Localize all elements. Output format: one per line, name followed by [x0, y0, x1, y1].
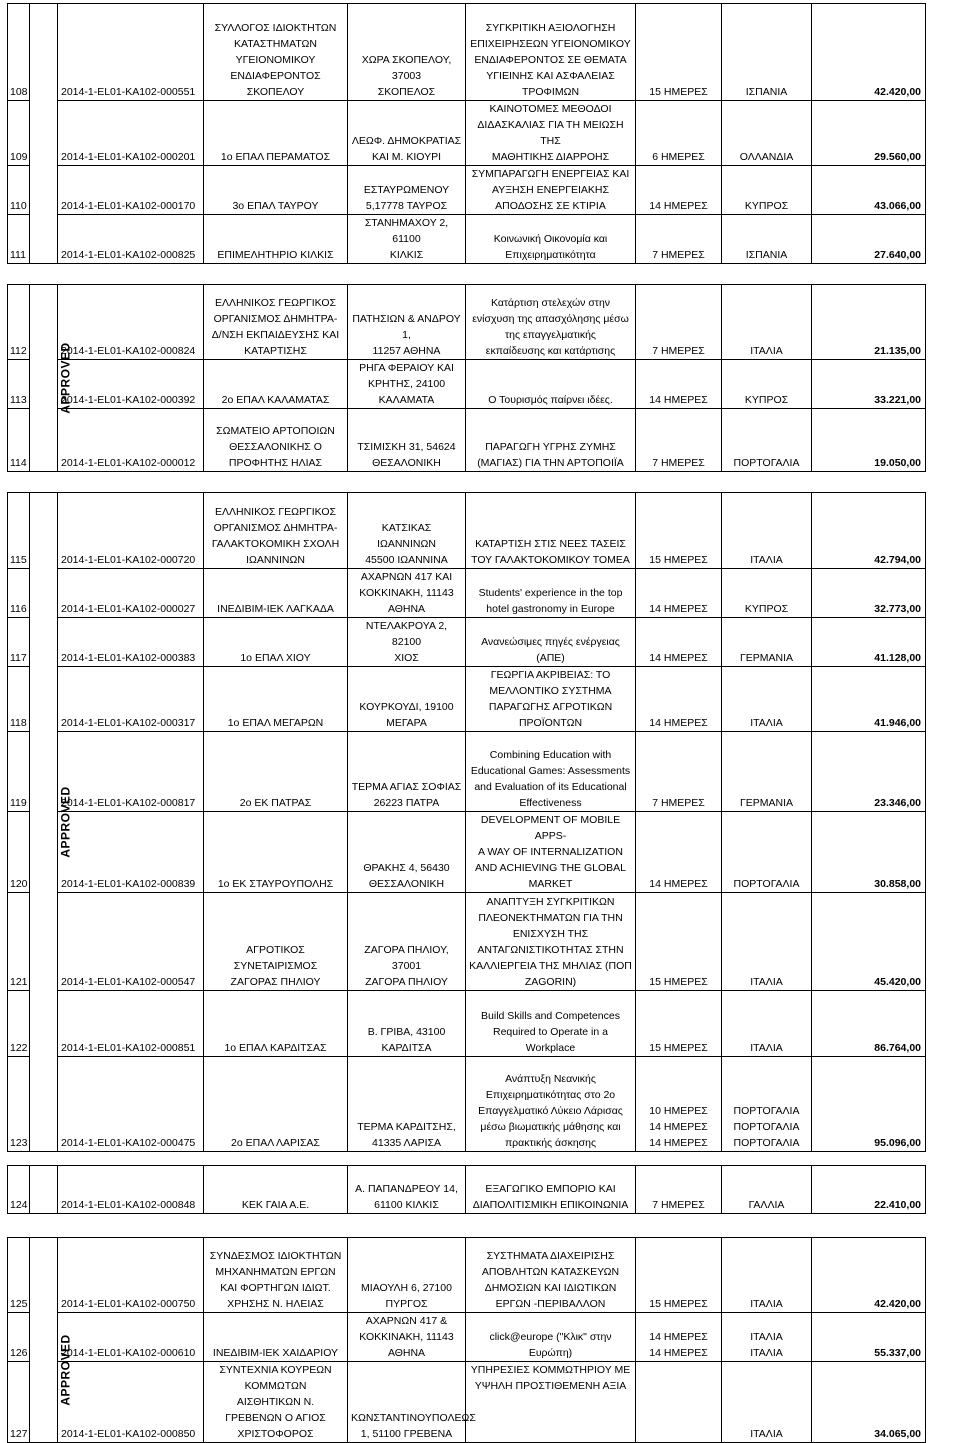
amount: 19.050,00: [812, 409, 926, 472]
address: ΧΩΡΑ ΣΚΟΠΕΛΟΥ, 37003 ΣΚΟΠΕΛΟΣ: [348, 4, 466, 101]
group-separator: [8, 264, 926, 285]
status-cell-3: [30, 493, 73, 1152]
project-title: ΚΑΤΑΡΤΙΣΗ ΣΤΙΣ ΝΕΕΣ ΤΑΣΕΙΣ ΤΟΥ ΓΑΛΑΚΤΟΚΟΜΙΚΟΥ ΤΟΜΕΑ: [466, 493, 636, 569]
duration: 7 ΗΜΕΡΕΣ: [636, 409, 722, 472]
address: ΖΑΓΟΡΑ ΠΗΛΙΟΥ, 37001 ΖΑΓΟΡΑ ΠΗΛΙΟΥ: [348, 893, 466, 991]
table-row: [8, 893, 926, 991]
address: ΤΕΡΜΑ ΚΑΡΔΙΤΣΗΣ, 41335 ΛΑΡΙΣΑ: [348, 1057, 466, 1152]
amount: 42.420,00: [812, 4, 926, 101]
project-code: 2014-1-EL01-KA102-000475: [58, 1057, 204, 1152]
country: ΙΤΑΛΙΑ: [722, 1362, 812, 1443]
project-code: 2014-1-EL01-KA102-000848: [58, 1166, 204, 1214]
address: ΡΗΓΑ ΦΕΡΑΙΟΥ ΚΑΙ ΚΡΗΤΗΣ, 24100 ΚΑΛΑΜΑΤΑ: [348, 360, 466, 409]
amount: 23.346,00: [812, 732, 926, 812]
amount: 34.065,00: [812, 1362, 926, 1443]
table-row: [8, 991, 926, 1057]
project-title: Ανάπτυξη Νεανικής Επιχειρηματικότητας στο 2ο Επαγγελματικό Λύκειο Λάρισας μέσω βιωματικής μάθησης και πρακτικής άσκησης: [466, 1057, 636, 1152]
table-row: [8, 4, 926, 101]
organisation-name: ΣΥΛΛΟΓΟΣ ΙΔΙΟΚΤΗΤΩΝ ΚΑΤΑΣΤΗΜΑΤΩΝ ΥΓΕΙΟΝΟΜΙΚΟΥ ΕΝΔΙΑΦΕΡΟΝΤΟΣ ΣΚΟΠΕΛΟΥ: [204, 4, 348, 101]
row-number: 111: [8, 215, 30, 264]
amount: 42.420,00: [812, 1238, 926, 1313]
amount: 33.221,00: [812, 360, 926, 409]
duration: 14 ΗΜΕΡΕΣ: [636, 569, 722, 618]
row-number: 117: [8, 618, 30, 667]
country: ΙΤΑΛΙΑ: [722, 893, 812, 991]
country: ΙΤΑΛΙΑ: [722, 667, 812, 732]
country: ΚΥΠΡΟΣ: [722, 569, 812, 618]
row-number: 108: [8, 4, 30, 101]
project-title: Build Skills and Competences Required to Operate in a Workplace: [466, 991, 636, 1057]
country: ΓΕΡΜΑΝΙΑ: [722, 618, 812, 667]
status-cell-5: [30, 1238, 73, 1443]
table-row: [8, 360, 926, 409]
address: ΠΑΤΗΣΙΩΝ & ΑΝΔΡΟΥ 1, 11257 ΑΘΗΝΑ: [348, 285, 466, 360]
organisation-name: 2ο ΕΠΑΛ ΛΑΡΙΣΑΣ: [204, 1057, 348, 1152]
duration: 15 ΗΜΕΡΕΣ: [636, 493, 722, 569]
project-title: ΣΥΣΤΗΜΑΤΑ ΔΙΑΧΕΙΡΙΣΗΣ ΑΠΟΒΛΗΤΩΝ ΚΑΤΑΣΚΕΥΩΝ ΔΗΜΟΣΙΩΝ ΚΑΙ ΙΔΙΩΤΙΚΩΝ ΕΡΓΩΝ -ΠΕΡΙΒΑΛΛΟΝ: [466, 1238, 636, 1313]
duration: 7 ΗΜΕΡΕΣ: [636, 1166, 722, 1214]
row-number: 109: [8, 101, 30, 166]
project-title: ΚΑΙΝΟΤΟΜΕΣ ΜΕΘΟΔΟΙ ΔΙΔΑΣΚΑΛΙΑΣ ΓΙΑ ΤΗ ΜΕΙΩΣΗ ΤΗΣ ΜΑΘΗΤΙΚΗΣ ΔΙΑΡΡΟΗΣ: [466, 101, 636, 166]
row-number: 112: [8, 285, 30, 360]
amount: 27.640,00: [812, 215, 926, 264]
approved-projects-table: [7, 3, 926, 1443]
amount: 29.560,00: [812, 101, 926, 166]
country: ΙΣΠΑΝΙΑ: [722, 4, 812, 101]
duration: 15 ΗΜΕΡΕΣ: [636, 4, 722, 101]
project-code: 2014-1-EL01-KA102-000720: [58, 493, 204, 569]
organisation-name: 2ο ΕΠΑΛ ΚΑΛΑΜΑΤΑΣ: [204, 360, 348, 409]
organisation-name: ΣΥΝΤΕΧΝΙΑ ΚΟΥΡΕΩΝ ΚΟΜΜΩΤΩΝ ΑΙΣΘΗΤΙΚΩΝ Ν. ΓΡΕΒΕΝΩΝ Ο ΑΓΙΟΣ ΧΡΙΣΤΟΦΟΡΟΣ: [204, 1362, 348, 1443]
project-code: 2014-1-EL01-KA102-000839: [58, 812, 204, 893]
duration: 14 ΗΜΕΡΕΣ: [636, 667, 722, 732]
row-number: 125: [8, 1238, 30, 1313]
status-label: APPROVED: [58, 341, 73, 414]
duration: 14 ΗΜΕΡΕΣ: [636, 166, 722, 215]
organisation-name: 3ο ΕΠΑΛ ΤΑΥΡΟΥ: [204, 166, 348, 215]
row-number: 122: [8, 991, 30, 1057]
country: ΚΥΠΡΟΣ: [722, 360, 812, 409]
table-row: [8, 569, 926, 618]
duration: 6 ΗΜΕΡΕΣ: [636, 101, 722, 166]
organisation-name: 1ο ΕΠΑΛ ΠΕΡΑΜΑΤΟΣ: [204, 101, 348, 166]
table-row: [8, 667, 926, 732]
project-title: Combining Education with Educational Games: Assessments and Evaluation of its Educational Effectiveness: [466, 732, 636, 812]
organisation-name: ΣΩΜΑΤΕΙΟ ΑΡΤΟΠΟΙΩΝ ΘΕΣΣΑΛΟΝΙΚΗΣ Ο ΠΡΟΦΗΤΗΣ ΗΛΙΑΣ: [204, 409, 348, 472]
table-row: [8, 1166, 926, 1214]
organisation-name: 1ο ΕΠΑΛ ΧΙΟΥ: [204, 618, 348, 667]
country: ΙΤΑΛΙΑ: [722, 991, 812, 1057]
address: ΝΤΕΛΑΚΡΟΥΑ 2, 82100 ΧΙΟΣ: [348, 618, 466, 667]
address: ΚΑΤΣΙΚΑΣ ΙΩΑΝΝΙΝΩΝ 45500 ΙΩΑΝΝΙΝΑ: [348, 493, 466, 569]
row-number: 124: [8, 1166, 30, 1214]
group-separator: [8, 1152, 926, 1166]
project-code: 2014-1-EL01-KA102-000392: [58, 360, 204, 409]
project-code: 2014-1-EL01-KA102-000824: [58, 285, 204, 360]
project-title: Κοινωνική Οικονομία και Επιχειρηματικότητα: [466, 215, 636, 264]
organisation-name: ΙΝΕΔΙΒΙΜ-ΙΕΚ ΧΑΙΔΑΡΙΟΥ: [204, 1313, 348, 1362]
table-row: [8, 166, 926, 215]
country: ΟΛΛΑΝΔΙΑ: [722, 101, 812, 166]
table-row: [8, 732, 926, 812]
country: ΠΟΡΤΟΓΑΛΙΑ ΠΟΡΤΟΓΑΛΙΑ ΠΟΡΤΟΓΑΛΙΑ: [722, 1057, 812, 1152]
country: ΓΕΡΜΑΝΙΑ: [722, 732, 812, 812]
address: ΤΣΙΜΙΣΚΗ 31, 54624 ΘΕΣΑΛΟΝΙΚΗ: [348, 409, 466, 472]
project-code: 2014-1-EL01-KA102-000547: [58, 893, 204, 991]
amount: 55.337,00: [812, 1313, 926, 1362]
address: ΕΣΤΑΥΡΩΜΕΝΟΥ 5,17778 ΤΑΥΡΟΣ: [348, 166, 466, 215]
duration: 14 ΗΜΕΡΕΣ: [636, 618, 722, 667]
project-code: 2014-1-EL01-KA102-000750: [58, 1238, 204, 1313]
table-row: [8, 1057, 926, 1152]
project-code: 2014-1-EL01-KA102-000817: [58, 732, 204, 812]
table-row: [8, 618, 926, 667]
project-title: ΥΠΗΡΕΣΙΕΣ ΚΟΜΜΩΤΗΡΙΟΥ ΜΕ ΥΨΗΛΗ ΠΡΟΣΤΙΘΕΜΕΝΗ ΑΞΙΑ: [466, 1362, 636, 1443]
project-title: click@europe ("Κλικ" στην Ευρώπη): [466, 1313, 636, 1362]
address: ΣΤΑΝΗΜΑΧΟΥ 2, 61100 ΚΙΛΚΙΣ: [348, 215, 466, 264]
project-title: ΣΥΓΚΡΙΤΙΚΗ ΑΞΙΟΛΟΓΗΣΗ ΕΠΙΧΕΙΡΗΣΕΩΝ ΥΓΕΙΟΝΟΜΙΚΟΥ ΕΝΔΙΑΦΕΡΟΝΤΟΣ ΣΕ ΘΕΜΑΤΑ ΥΓΙΕΙΝΗΣ ΚΑΙ ΑΣΦΑΛΕΙΑΣ ΤΡΟΦΙΜΩΝ: [466, 4, 636, 101]
organisation-name: ΕΠΙΜΕΛΗΤΗΡΙΟ ΚΙΛΚΙΣ: [204, 215, 348, 264]
duration: 15 ΗΜΕΡΕΣ: [636, 893, 722, 991]
table-row: [8, 1313, 926, 1362]
address: ΚΩΝΣΤΑΝΤΙΝΟΥΠΟΛΕΩΣ 1, 51100 ΓΡΕΒΕΝΑ: [348, 1362, 466, 1443]
address: Β. ΓΡΙΒΑ, 43100 ΚΑΡΔΙΤΣΑ: [348, 991, 466, 1057]
country: ΙΣΠΑΝΙΑ: [722, 215, 812, 264]
country: ΙΤΑΛΙΑ: [722, 1238, 812, 1313]
amount: 41.128,00: [812, 618, 926, 667]
amount: 95.096,00: [812, 1057, 926, 1152]
amount: 45.420,00: [812, 893, 926, 991]
amount: 41.946,00: [812, 667, 926, 732]
row-number: 115: [8, 493, 30, 569]
amount: 22.410,00: [812, 1166, 926, 1214]
organisation-name: 2ο ΕΚ ΠΑΤΡΑΣ: [204, 732, 348, 812]
duration: 15 ΗΜΕΡΕΣ: [636, 991, 722, 1057]
address: ΛΕΩΦ. ΔΗΜΟΚΡΑΤΙΑΣ ΚΑΙ Μ. ΚΙΟΥΡΙ: [348, 101, 466, 166]
country: ΙΤΑΛΙΑ ΙΤΑΛΙΑ: [722, 1313, 812, 1362]
project-title: ΣΥΜΠΑΡΑΓΩΓΗ ΕΝΕΡΓΕΙΑΣ ΚΑΙ ΑΥΞΗΣΗ ΕΝΕΡΓΕΙΑΚΗΣ ΑΠΟΔΟΣΗΣ ΣΕ ΚΤΙΡΙΑ: [466, 166, 636, 215]
project-code: 2014-1-EL01-KA102-000825: [58, 215, 204, 264]
amount: 21.135,00: [812, 285, 926, 360]
group-separator: [8, 472, 926, 493]
row-number: 114: [8, 409, 30, 472]
address: ΜΙΑΟΥΛΗ 6, 27100 ΠΥΡΓΟΣ: [348, 1238, 466, 1313]
table-row: [8, 101, 926, 166]
amount: 43.066,00: [812, 166, 926, 215]
status-label: APPROVED: [58, 1333, 73, 1406]
organisation-name: ΑΓΡΟΤΙΚΟΣ ΣΥΝΕΤΑΙΡΙΣΜΟΣ ΖΑΓΟΡΑΣ ΠΗΛΙΟΥ: [204, 893, 348, 991]
group-separator: [8, 1214, 926, 1238]
country: ΙΤΑΛΙΑ: [722, 285, 812, 360]
project-title: ΑΝΑΠΤΥΞΗ ΣΥΓΚΡΙΤΙΚΩΝ ΠΛΕΟΝΕΚΤΗΜΑΤΩΝ ΓΙΑ ΤΗΝ ΕΝΙΣΧΥΣΗ ΤΗΣ ΑΝΤΑΓΩΝΙΣΤΙΚΟΤΗΤΑΣ ΣΤΗΝ ΚΑΛΛΙΕΡΓΕΙΑ ΤΗΣ ΜΗΛΙΑΣ (ΠΟΠ ZAGORIN): [466, 893, 636, 991]
address: ΚΟΥΡΚΟΥΔΙ, 19100 ΜΕΓΑΡΑ: [348, 667, 466, 732]
country: ΓΑΛΛΙΑ: [722, 1166, 812, 1214]
organisation-name: ΕΛΛΗΝΙΚΟΣ ΓΕΩΡΓΙΚΟΣ ΟΡΓΑΝΙΣΜΟΣ ΔΗΜΗΤΡΑ- ΓΑΛΑΚΤΟΚΟΜΙΚΗ ΣΧΟΛΗ ΙΩΑΝΝΙΝΩΝ: [204, 493, 348, 569]
row-number: 110: [8, 166, 30, 215]
project-title: ΠΑΡΑΓΩΓΗ ΥΓΡΗΣ ΖΥΜΗΣ (ΜΑΓΙΑΣ) ΓΙΑ ΤΗΝ ΑΡΤΟΠΟΙΪΑ: [466, 409, 636, 472]
project-title: DEVELOPMENT OF MOBILE APPS- A WAY OF INTERNALIZATION AND ACHIEVING THE GLOBAL MARKET: [466, 812, 636, 893]
row-number: 116: [8, 569, 30, 618]
amount: 42.794,00: [812, 493, 926, 569]
status-cell-1: [30, 4, 58, 264]
organisation-name: 1ο ΕΠΑΛ ΚΑΡΔΙΤΣΑΣ: [204, 991, 348, 1057]
duration: [636, 1362, 722, 1443]
organisation-name: ΙΝΕΔΙΒΙΜ-ΙΕΚ ΛΑΓΚΑΔΑ: [204, 569, 348, 618]
row-number: 123: [8, 1057, 30, 1152]
country: ΚΥΠΡΟΣ: [722, 166, 812, 215]
duration: 10 ΗΜΕΡΕΣ 14 ΗΜΕΡΕΣ 14 ΗΜΕΡΕΣ: [636, 1057, 722, 1152]
row-number: 126: [8, 1313, 30, 1362]
status-cell-4: [30, 1166, 58, 1214]
organisation-name: ΚΕΚ ΓΑΙΑ Α.Ε.: [204, 1166, 348, 1214]
project-code: 2014-1-EL01-KA102-000027: [58, 569, 204, 618]
project-title: ΓΕΩΡΓΙΑ ΑΚΡΙΒΕΙΑΣ: ΤΟ ΜΕΛΛΟΝΤΙΚΟ ΣΥΣΤΗΜΑ ΠΑΡΑΓΩΓΗΣ ΑΓΡΟΤΙΚΩΝ ΠΡΟΪΟΝΤΩΝ: [466, 667, 636, 732]
address: ΑΧΑΡΝΩΝ 417 & ΚΟΚΚΙΝΑΚΗ, 11143 ΑΘΗΝΑ: [348, 1313, 466, 1362]
country: ΠΟΡΤΟΓΑΛΙΑ: [722, 409, 812, 472]
project-code: 2014-1-EL01-KA102-000201: [58, 101, 204, 166]
table-row: [8, 215, 926, 264]
organisation-name: 1ο ΕΚ ΣΤΑΥΡΟΥΠΟΛΗΣ: [204, 812, 348, 893]
table-row: [8, 1362, 926, 1443]
table-row: [8, 1238, 926, 1313]
address: ΤΕΡΜΑ ΑΓΙΑΣ ΣΟΦΙΑΣ 26223 ΠΑΤΡΑ: [348, 732, 466, 812]
country: ΠΟΡΤΟΓΑΛΙΑ: [722, 812, 812, 893]
duration: 7 ΗΜΕΡΕΣ: [636, 732, 722, 812]
table-row: [8, 812, 926, 893]
project-code: 2014-1-EL01-KA102-000851: [58, 991, 204, 1057]
row-number: 121: [8, 893, 30, 991]
table-row: [8, 493, 926, 569]
project-code: 2014-1-EL01-KA102-000551: [58, 4, 204, 101]
project-code: 2014-1-EL01-KA102-000383: [58, 618, 204, 667]
row-number: 127: [8, 1362, 30, 1443]
address: Α. ΠΑΠΑΝΔΡΕΟΥ 14, 61100 ΚΙΛΚΙΣ: [348, 1166, 466, 1214]
project-code: 2014-1-EL01-KA102-000317: [58, 667, 204, 732]
organisation-name: 1ο ΕΠΑΛ ΜΕΓΑΡΩΝ: [204, 667, 348, 732]
project-title: Students' experience in the top hotel gastronomy in Europe: [466, 569, 636, 618]
duration: 14 ΗΜΕΡΕΣ 14 ΗΜΕΡΕΣ: [636, 1313, 722, 1362]
table-row: [8, 409, 926, 472]
table-row: [8, 285, 926, 360]
row-number: 118: [8, 667, 30, 732]
project-code: 2014-1-EL01-KA102-000012: [58, 409, 204, 472]
organisation-name: ΕΛΛΗΝΙΚΟΣ ΓΕΩΡΓΙΚΟΣ ΟΡΓΑΝΙΣΜΟΣ ΔΗΜΗΤΡΑ- Δ/ΝΣΗ ΕΚΠΑΙΔΕΥΣΗΣ ΚΑΙ ΚΑΤΑΡΤΙΣΗΣ: [204, 285, 348, 360]
organisation-name: ΣΥΝΔΕΣΜΟΣ ΙΔΙΟΚΤΗΤΩΝ ΜΗΧΑΝΗΜΑΤΩΝ ΕΡΓΩΝ ΚΑΙ ΦΟΡΤΗΓΩΝ ΙΔΙΩΤ. ΧΡΗΣΗΣ Ν. ΗΛΕΙΑΣ: [204, 1238, 348, 1313]
amount: 32.773,00: [812, 569, 926, 618]
row-number: 120: [8, 812, 30, 893]
duration: 7 ΗΜΕΡΕΣ: [636, 215, 722, 264]
status-label: APPROVED: [58, 785, 73, 858]
project-title: Κατάρτιση στελεχών στην ενίσχυση της απασχόλησης μέσω της επαγγελματικής εκπαίδευσης και κατάρτισης: [466, 285, 636, 360]
project-title: Ο Τουρισμός παίρνει ιδέες.: [466, 360, 636, 409]
country: ΙΤΑΛΙΑ: [722, 493, 812, 569]
project-code: 2014-1-EL01-KA102-000610: [58, 1313, 204, 1362]
project-code: 2014-1-EL01-KA102-000850: [58, 1362, 204, 1443]
row-number: 113: [8, 360, 30, 409]
amount: 30.858,00: [812, 812, 926, 893]
duration: 14 ΗΜΕΡΕΣ: [636, 360, 722, 409]
project-title: Ανανεώσιμες πηγές ενέργειας (ΑΠΕ): [466, 618, 636, 667]
amount: 86.764,00: [812, 991, 926, 1057]
address: ΘΡΑΚΗΣ 4, 56430 ΘΕΣΣΑΛΟΝΙΚΗ: [348, 812, 466, 893]
address: ΑΧΑΡΝΩΝ 417 ΚΑΙ ΚΟΚΚΙΝΑΚΗ, 11143 ΑΘΗΝΑ: [348, 569, 466, 618]
project-code: 2014-1-EL01-KA102-000170: [58, 166, 204, 215]
row-number: 119: [8, 732, 30, 812]
project-title: ΕΞΑΓΩΓΙΚΟ ΕΜΠΟΡΙΟ ΚΑΙ ΔΙΑΠΟΛΙΤΙΣΜΙΚΗ ΕΠΙΚΟΙΝΩΝΙΑ: [466, 1166, 636, 1214]
status-cell-2: [30, 285, 73, 472]
duration: 7 ΗΜΕΡΕΣ: [636, 285, 722, 360]
duration: 15 ΗΜΕΡΕΣ: [636, 1238, 722, 1313]
duration: 14 ΗΜΕΡΕΣ: [636, 812, 722, 893]
